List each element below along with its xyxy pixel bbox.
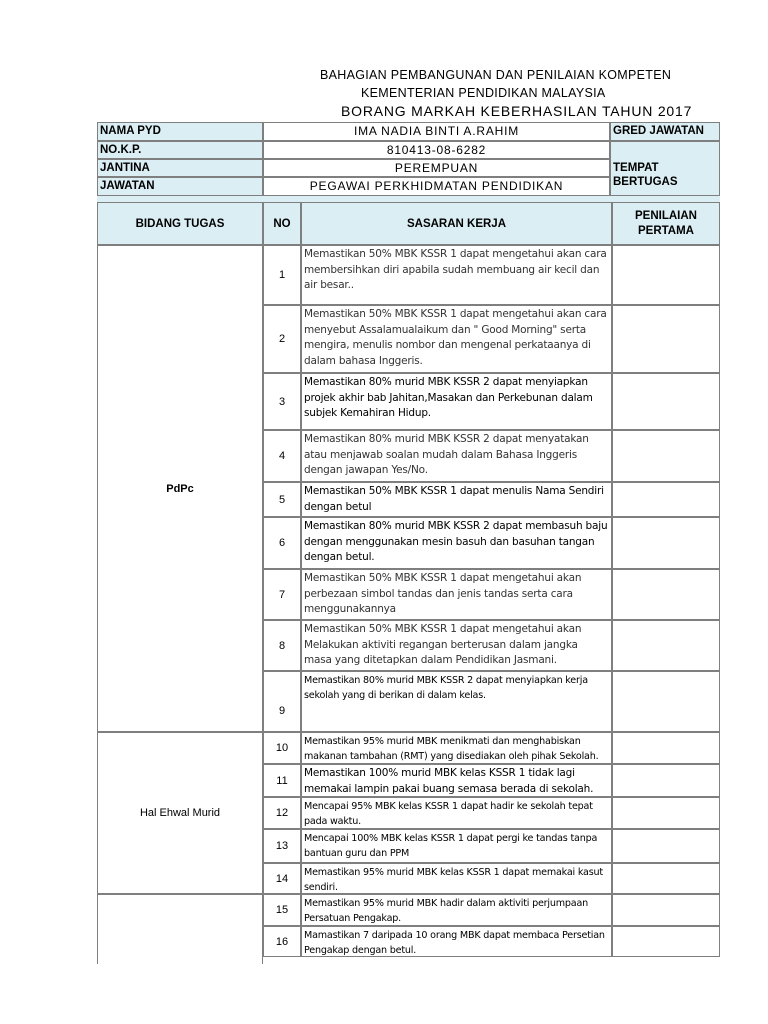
penilaian-cell[interactable] bbox=[612, 732, 720, 764]
form-title: BORANG MARKAH KEBERHASILAN TAHUN 2017 bbox=[341, 103, 693, 119]
penilaian-cell[interactable] bbox=[612, 863, 720, 894]
sasaran-text: Memastikan 95% murid MBK menikmati dan menghabiskan makanan tambahan (RMT) yang disediakan oleh pihak Sekolah. bbox=[301, 732, 612, 764]
row-number: 8 bbox=[263, 620, 301, 671]
tempat-label: TEMPAT BERTUGAS bbox=[610, 141, 720, 196]
penilaian-cell[interactable] bbox=[612, 764, 720, 797]
penilaian-cell[interactable] bbox=[612, 797, 720, 829]
row-number: 1 bbox=[263, 245, 301, 305]
bidang-group-hem: Hal Ehwal Murid bbox=[97, 732, 263, 894]
gred-label: GRED JAWATAN bbox=[610, 122, 720, 141]
penilaian-cell[interactable] bbox=[612, 482, 720, 517]
row-number: 12 bbox=[263, 797, 301, 829]
row-number: 9 bbox=[263, 671, 301, 732]
penilaian-cell[interactable] bbox=[612, 829, 720, 863]
jawatan-label: JAWATAN bbox=[97, 177, 263, 196]
sasaran-text: Memastikan 100% murid MBK kelas KSSR 1 tidak lagi memakai lampin pakai buang semasa berada di sekolah. bbox=[301, 764, 612, 797]
sasaran-text: Mencapai 100% MBK kelas KSSR 1 dapat pergi ke tandas tanpa bantuan guru dan PPM bbox=[301, 829, 612, 863]
bidang-group-next bbox=[97, 894, 263, 964]
row-number: 13 bbox=[263, 829, 301, 863]
row-number: 3 bbox=[263, 373, 301, 430]
penilaian-cell[interactable] bbox=[612, 305, 720, 373]
row-number: 16 bbox=[263, 926, 301, 957]
row-number: 5 bbox=[263, 482, 301, 517]
col-header-penilaian: PENILAIAN PERTAMA bbox=[612, 202, 720, 245]
sasaran-text: Memastikan 50% MBK KSSR 1 dapat mengetahui akan cara membersihkan diri apabila sudah membuang air kecil dan air besar.. bbox=[301, 245, 612, 305]
row-number: 6 bbox=[263, 517, 301, 569]
ministry-title: KEMENTERIAN PENDIDIKAN MALAYSIA bbox=[361, 86, 606, 100]
sasaran-text: Memastikan 80% murid MBK KSSR 2 dapat membasuh baju dengan menggunakan mesin basuh dan basuhan tangan dengan betul. bbox=[301, 517, 612, 569]
col-header-no: NO bbox=[263, 202, 301, 245]
nama-label: NAMA PYD bbox=[97, 122, 263, 141]
nokp-value: 810413-08-6282 bbox=[263, 141, 610, 159]
bidang-group-pdpc: PdPc bbox=[97, 245, 263, 732]
jantina-label: JANTINA bbox=[97, 159, 263, 177]
nokp-label: NO.K.P. bbox=[97, 141, 263, 159]
row-number: 15 bbox=[263, 894, 301, 926]
penilaian-cell[interactable] bbox=[612, 894, 720, 926]
sasaran-text: Memastikan 80% murid MBK KSSR 2 dapat menyatakan atau menjawab soalan mudah dalam Bahasa Inggeris dengan jawapan Yes/No. bbox=[301, 430, 612, 482]
jantina-value: PEREMPUAN bbox=[263, 159, 610, 177]
sasaran-text: Memastikan 95% murid MBK kelas KSSR 1 dapat memakai kasut sendiri. bbox=[301, 863, 612, 894]
col-header-sasaran: SASARAN KERJA bbox=[301, 202, 612, 245]
row-number: 11 bbox=[263, 764, 301, 797]
col-header-bidang: BIDANG TUGAS bbox=[97, 202, 263, 245]
row-number: 4 bbox=[263, 430, 301, 482]
penilaian-cell[interactable] bbox=[612, 620, 720, 671]
penilaian-cell[interactable] bbox=[612, 245, 720, 305]
penilaian-cell[interactable] bbox=[612, 671, 720, 732]
sasaran-text: Mamastikan 7 daripada 10 orang MBK dapat membaca Persetian Pengakap dengan betul. bbox=[301, 926, 612, 957]
penilaian-cell[interactable] bbox=[612, 373, 720, 430]
nama-value: IMA NADIA BINTI A.RAHIM bbox=[263, 122, 610, 141]
row-number: 7 bbox=[263, 569, 301, 620]
sasaran-text: Memastikan 50% MBK KSSR 1 dapat menulis Nama Sendiri dengan betul bbox=[301, 482, 612, 517]
jawatan-value: PEGAWAI PERKHIDMATAN PENDIDIKAN bbox=[263, 177, 610, 196]
row-number: 10 bbox=[263, 732, 301, 764]
sasaran-text: Memastikan 80% murid MBK KSSR 2 dapat menyiapkan kerja sekolah yang di berikan di dalam kelas. bbox=[301, 671, 612, 732]
sasaran-text: Mencapai 95% MBK kelas KSSR 1 dapat hadir ke sekolah tepat pada waktu. bbox=[301, 797, 612, 829]
row-number: 2 bbox=[263, 305, 301, 373]
penilaian-cell[interactable] bbox=[612, 569, 720, 620]
sasaran-text: Memastikan 50% MBK KSSR 1 dapat mengetahui akan cara menyebut Assalamualaikum dan " Good Morning" serta mengira, menulis nombor dan mengenal perkataanya di dalam bahasa Inggeris. bbox=[301, 305, 612, 373]
agency-title: BAHAGIAN PEMBANGUNAN DAN PENILAIAN KOMPETEN bbox=[320, 68, 672, 82]
sasaran-text: Memastikan 80% murid MBK KSSR 2 dapat menyiapkan projek akhir bab Jahitan,Masakan dan Perkebunan dalam subjek Kemahiran Hidup. bbox=[301, 373, 612, 430]
penilaian-cell[interactable] bbox=[612, 517, 720, 569]
row-number: 14 bbox=[263, 863, 301, 894]
sasaran-text: Memastikan 95% murid MBK hadir dalam aktiviti perjumpaan Persatuan Pengakap. bbox=[301, 894, 612, 926]
sasaran-text: Memastikan 50% MBK KSSR 1 dapat mengetahui akan perbezaan simbol tandas dan jenis tandas serta cara menggunakannya bbox=[301, 569, 612, 620]
sasaran-text: Memastikan 50% MBK KSSR 1 dapat mengetahui akan Melakukan aktiviti regangan berterusan dalam jangka masa yang ditetapkan dalam Pendidikan Jasmani. bbox=[301, 620, 612, 671]
penilaian-cell[interactable] bbox=[612, 926, 720, 957]
penilaian-cell[interactable] bbox=[612, 430, 720, 482]
